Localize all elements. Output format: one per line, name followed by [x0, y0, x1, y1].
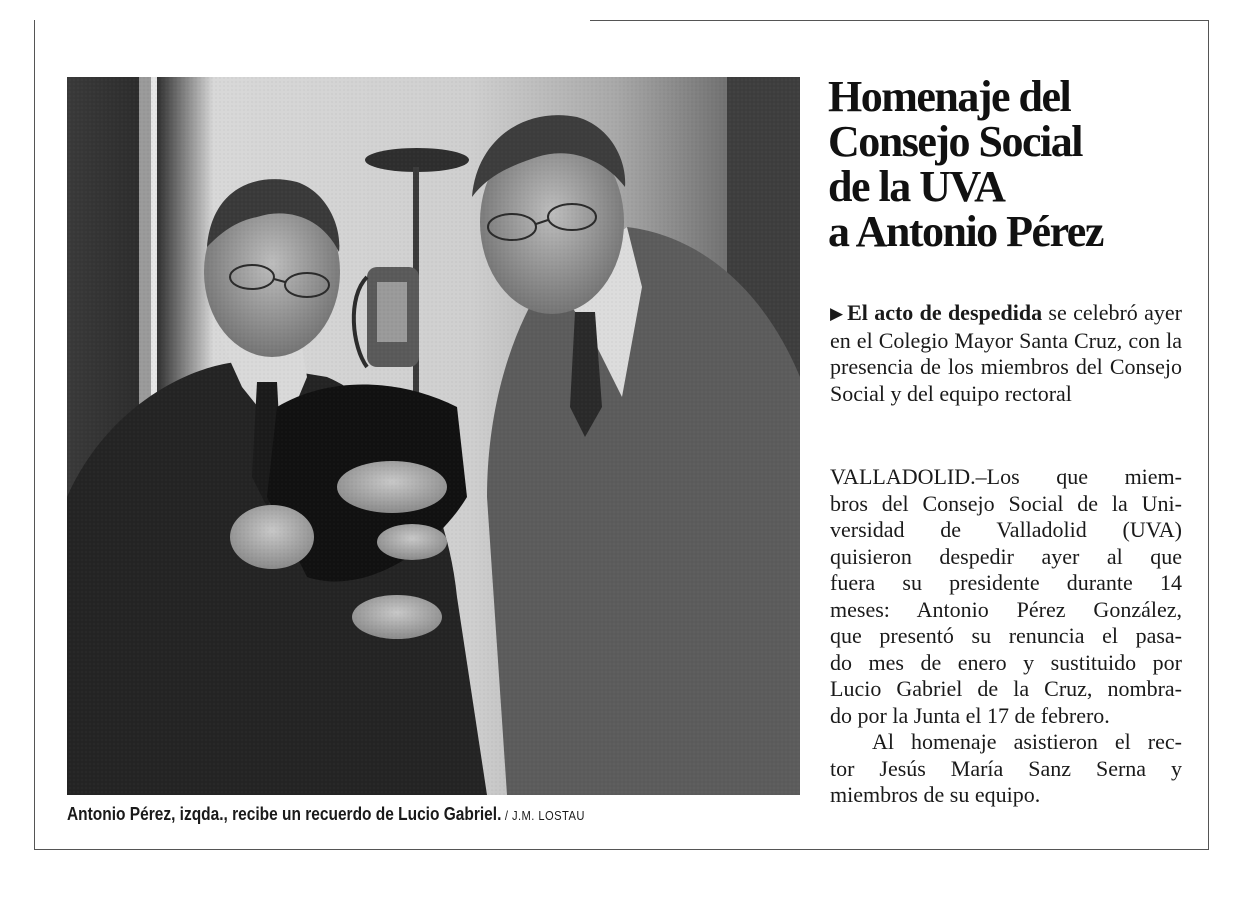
- headline: [828, 74, 1198, 254]
- body-line: fuera su presidente durante 14: [830, 570, 1182, 595]
- subheadline-text: se celebró ayer en el Colegio Mayor Santa Cruz, con la presencia de los miembros del Consejo Social y del equipo rectoral: [830, 300, 1182, 406]
- body-paragraph-1: [830, 464, 1182, 729]
- body-line: versidad de Valladolid (UVA): [830, 517, 1182, 542]
- body-line: VALLADOLID.–Los que miem-: [830, 464, 1182, 489]
- body-paragraph-2: [830, 729, 1182, 809]
- body-line: do por la Junta el 17 de febrero.: [830, 702, 1110, 728]
- article-body: [830, 464, 1182, 809]
- photo-caption: [67, 803, 703, 827]
- headline-line: a Antonio Pérez: [828, 207, 1103, 256]
- body-line: bros del Consejo Social de la Uni-: [830, 490, 1182, 516]
- headline-line: Homenaje del: [828, 72, 1071, 121]
- triangle-bullet-icon: ▶: [830, 304, 844, 323]
- body-line: quisieron despedir ayer al que: [830, 543, 1182, 569]
- body-line: do mes de enero y sustituido por: [830, 649, 1182, 675]
- body-line: que presentó su renuncia el pasa-: [830, 623, 1182, 648]
- body-line: Lucio Gabriel de la Cruz, nombra-: [830, 676, 1182, 701]
- body-line: Al homenaje asistieron el rec-: [872, 729, 1182, 754]
- headline-line: de la UVA: [828, 162, 1005, 211]
- photo-caption-text: Antonio Pérez, izqda., recibe un recuerdo de Lucio Gabriel.: [67, 804, 502, 824]
- article-frame-top-rule: [590, 20, 1209, 21]
- body-line: miembros de su equipo.: [830, 782, 1041, 807]
- photo-credit: / J.M. LOSTAU: [501, 808, 585, 823]
- body-line: meses: Antonio Pérez González,: [830, 596, 1182, 622]
- headline-line: Consejo Social: [828, 117, 1082, 166]
- subheadline-lead: El acto de despedida: [847, 300, 1043, 325]
- subheadline: [830, 300, 1182, 407]
- body-line: tor Jesús María Sanz Serna y: [830, 755, 1182, 781]
- article-photo: [67, 77, 800, 795]
